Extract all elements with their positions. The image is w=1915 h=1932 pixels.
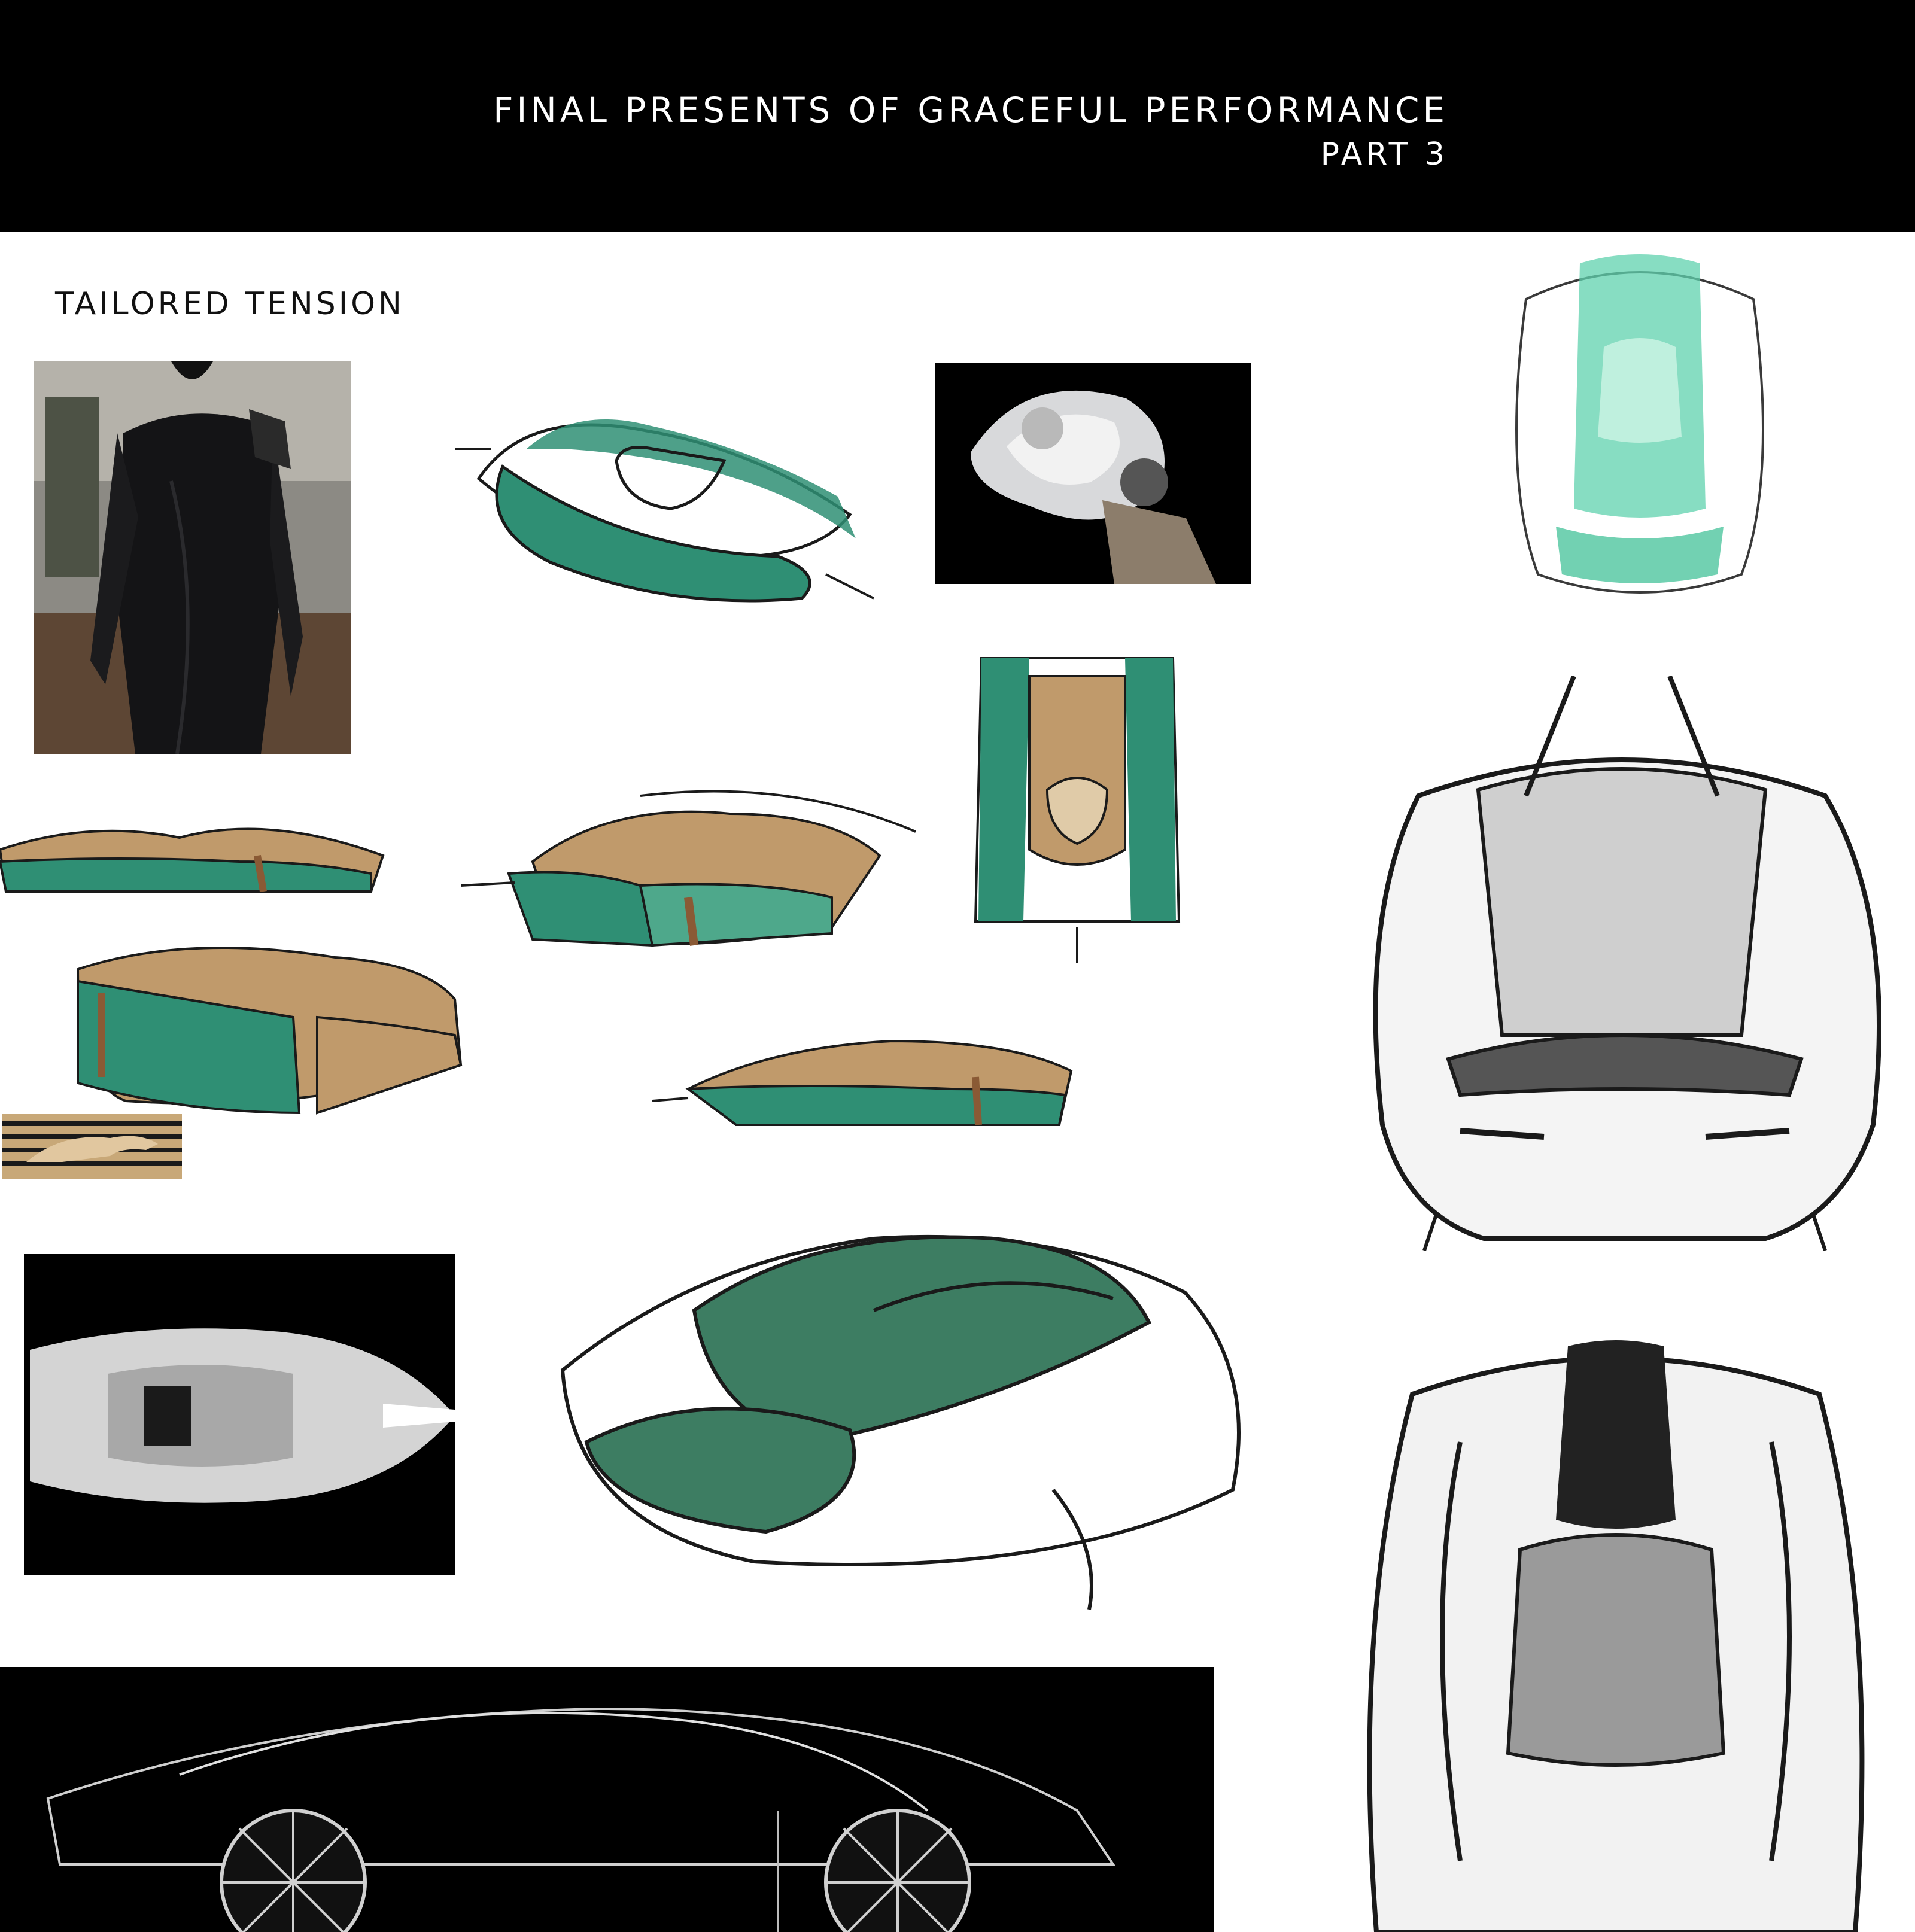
car-topview-render-left: [24, 1254, 455, 1575]
green-sketch-side-low: [652, 1029, 1095, 1131]
page-title: FINAL PRESENTS OF GRACEFUL PERFORMANCE: [493, 90, 1448, 130]
header-banner: [0, 0, 1915, 232]
section-heading: TAILORED TENSION: [55, 286, 405, 322]
green-sketch-side-left: [0, 802, 401, 903]
watch-photo: [935, 363, 1251, 584]
bw-sketch-rear-right: [1346, 676, 1903, 1268]
green-car-sketch-large: [515, 1191, 1305, 1639]
side-profile-render-bottom: [0, 1667, 1214, 1932]
green-sketch-topview-center: [946, 652, 1209, 963]
green-sketch-perspective-center: [461, 778, 928, 957]
jaguar-badge: [2, 1114, 182, 1179]
bw-sketch-topview-right: [1340, 1322, 1891, 1932]
dress-photo: [34, 361, 351, 754]
green-sketch-top-center: [443, 359, 886, 634]
page-subtitle: PART 3: [1320, 136, 1448, 172]
topview-render-right-top: [1490, 239, 1789, 604]
green-sketch-block-left: [66, 933, 473, 1125]
